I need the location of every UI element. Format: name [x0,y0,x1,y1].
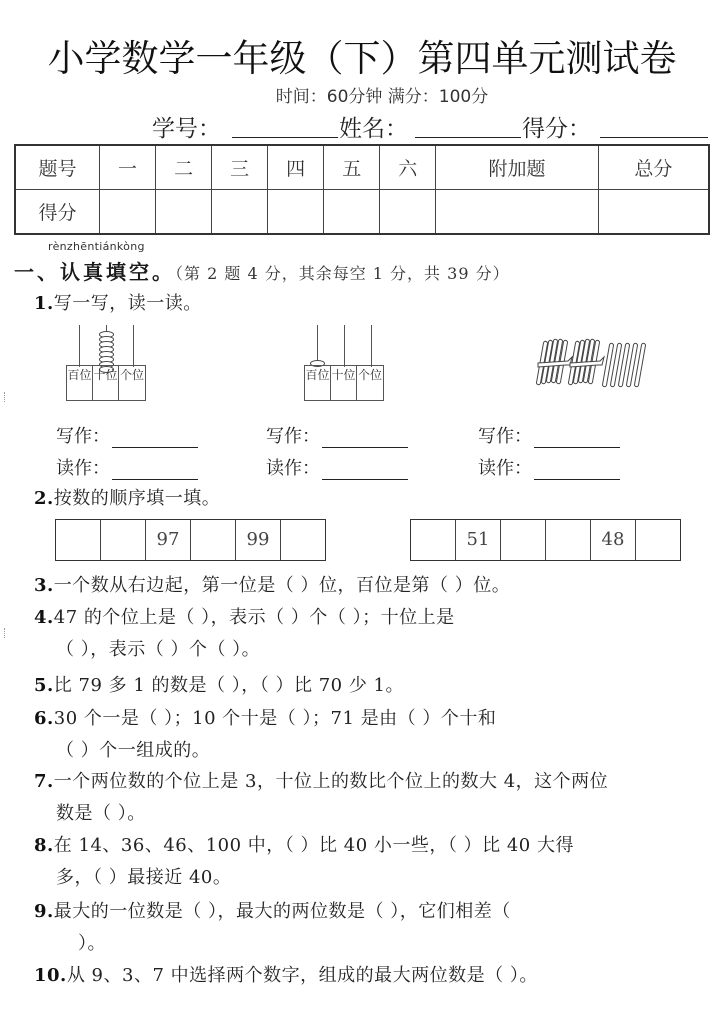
score-table-score-row [15,190,709,235]
read-label: 读作： [56,458,110,479]
score-label: 得分： [522,116,591,142]
score-table [14,144,710,235]
read-answer-field[interactable] [534,461,620,480]
margin-mark [4,628,7,638]
question-number: 5. [34,675,54,696]
abacus-rod-ones [133,325,134,367]
sequence-cell[interactable] [56,520,101,560]
score-field[interactable] [600,137,708,138]
question-text-continued: （ ），表示（ ）个（ ）。 [56,639,261,660]
question-number: 10. [34,965,67,986]
abacus-rod-ones [371,325,372,367]
sequence-cell[interactable] [411,520,456,560]
question-text: 47 的个位上是（ ），表示（ ）个（ ）；十位上是 [53,607,455,628]
question-8 [34,830,704,894]
sequence-cell[interactable] [501,520,546,560]
single-sticks-icon [602,343,646,387]
question-number: 2. [34,488,54,509]
question-7 [34,766,704,830]
question-text: 从 9、3、7 中选择两个数字，组成的最大两位数是（ ）。 [66,965,538,986]
question-6 [34,703,704,767]
question-number: 6. [34,708,54,729]
question-text: 一个数从右边起，第一位是（ ）位，百位是第（ ）位。 [53,575,511,596]
sequence-cell[interactable] [191,520,236,560]
question-text-continued: ）。 [78,933,106,954]
stick-bundle-icon [536,339,572,385]
question-text: 30 个一是（ ）；10 个十是（ ）；71 是由（ ）个十和 [53,708,497,729]
abacus-base [304,365,384,401]
name-label: 姓名： [339,116,408,142]
score-cell[interactable] [156,190,212,235]
place-label-ones: 个位 [119,368,144,382]
read-label: 读作： [266,458,320,479]
header-cell: 附加题 [436,145,598,190]
score-cell[interactable] [436,190,598,235]
question-number: 9. [34,901,54,922]
question-text-continued: 多，（ ）最接近 40。 [56,867,232,888]
score-row-label: 得分 [15,190,100,235]
read-row-2 [266,454,408,480]
score-cell[interactable] [324,190,380,235]
question-10 [34,960,704,992]
student-id-field[interactable] [232,137,338,138]
read-row-1 [56,454,198,480]
abacus-base [66,365,146,401]
question-5 [34,670,704,702]
score-cell[interactable] [598,190,709,235]
question-text: 最大的一位数是（ ），最大的两位数是（ ），它们相差（ [53,901,511,922]
header-cell: 五 [324,145,380,190]
question-text: 一个两位数的个位上是 3，十位上的数比个位上的数大 4，这个两位 [53,771,609,792]
write-label: 写作： [266,426,320,447]
write-label: 写作： [478,426,532,447]
sequence-cell: 51 [456,520,501,560]
place-label-ones: 个位 [357,368,382,382]
write-answer-field[interactable] [534,429,620,448]
score-cell[interactable] [100,190,156,235]
score-cell[interactable] [212,190,268,235]
question-number: 8. [34,835,54,856]
read-label: 读作： [478,458,532,479]
question-2 [34,483,704,515]
header-cell: 四 [268,145,324,190]
question-number: 7. [34,771,54,792]
question-text: 比 79 多 1 的数是（ ），（ ）比 70 少 1。 [53,675,405,696]
section-pinyin: rènzhēntiánkòng [48,240,145,253]
name-field[interactable] [415,137,521,138]
read-row-3 [478,454,620,480]
question-1 [34,288,704,320]
number-sequence-strip-1 [55,519,326,561]
sequence-cell[interactable] [281,520,325,560]
question-text: 写一写，读一读。 [53,293,202,314]
exam-time-score: 时间：60分钟 满分：100分 [275,87,489,107]
score-cell[interactable] [268,190,324,235]
question-number: 3. [34,575,54,596]
abacus-figure-1 [66,325,148,401]
student-id-label: 学号： [152,116,221,142]
sequence-cell[interactable] [101,520,146,560]
place-label-hundreds: 百位 [305,366,331,400]
write-answer-field[interactable] [322,429,408,448]
question-number: 4. [34,607,54,628]
question-number: 1. [34,293,54,314]
question-4 [34,602,704,666]
write-label: 写作： [56,426,110,447]
write-row-3 [478,422,620,448]
question-9 [34,896,704,960]
margin-mark [4,392,7,402]
question-text-continued: 数是（ ）。 [56,803,146,824]
score-cell[interactable] [380,190,436,235]
header-cell: 总分 [598,145,709,190]
sequence-cell: 99 [236,520,281,560]
question-text-continued: （ ）个一组成的。 [56,740,211,761]
sequence-cell: 97 [146,520,191,560]
header-cell: 一 [100,145,156,190]
sequence-cell[interactable] [636,520,680,560]
section-title: 一、认真填空。 [14,260,175,284]
place-label-tens: 十位 [331,366,357,400]
header-cell: 三 [212,145,268,190]
header-cell: 六 [380,145,436,190]
place-label-hundreds: 百位 [67,366,93,400]
abacus-figure-2 [304,325,386,401]
write-row-2 [266,422,408,448]
sequence-cell: 48 [591,520,636,560]
section-note: （第 2 题 4 分，其余每空 1 分，共 39 分） [175,264,510,283]
header-cell: 题号 [15,145,100,190]
number-sequence-strip-2 [410,519,681,561]
score-table-header-row [15,145,709,190]
write-answer-field[interactable] [112,429,198,448]
counting-sticks-figure [536,335,646,393]
abacus-rod-hundreds [79,325,80,367]
read-answer-field[interactable] [322,461,408,480]
write-row-1 [56,422,198,448]
read-answer-field[interactable] [112,461,198,480]
stick-bundle-icon [568,339,604,385]
question-text: 在 14、36、46、100 中，（ ）比 40 小一些，（ ）比 40 大得 [53,835,574,856]
sequence-cell[interactable] [546,520,591,560]
question-text: 按数的顺序填一填。 [53,488,221,509]
header-cell: 二 [156,145,212,190]
section-heading [14,256,510,285]
question-3 [34,570,704,602]
page-title: 小学数学一年级（下）第四单元测试卷 [47,37,677,80]
abacus-rod-tens [344,325,345,367]
place-label-tens: 十位 [93,366,119,400]
